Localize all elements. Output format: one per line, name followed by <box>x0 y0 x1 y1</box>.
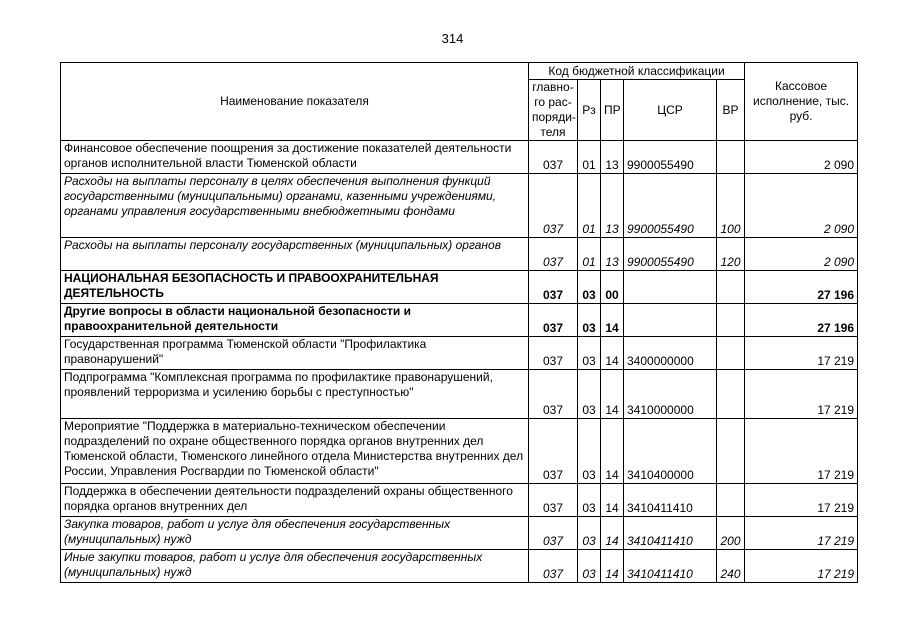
table-row <box>61 550 858 583</box>
table-row <box>61 174 858 238</box>
cell-csr: 9900055490 <box>624 141 717 174</box>
cell-rz: 01 <box>578 238 601 271</box>
cell-amount: 17 219 <box>745 337 858 370</box>
cell-pr: 13 <box>601 141 624 174</box>
header-rz: Рз <box>578 80 601 141</box>
cell-rz: 01 <box>578 174 601 238</box>
cell-amount: 17 219 <box>745 484 858 517</box>
cell-pr: 14 <box>601 550 624 583</box>
cell-vr <box>717 141 745 174</box>
cell-name: Расходы на выплаты персоналу государственных (муниципальных) органов <box>61 238 529 271</box>
header-glavny: главно-го рас-поряди-теля <box>529 80 578 141</box>
cell-pr: 14 <box>601 337 624 370</box>
cell-glavny: 037 <box>529 517 578 550</box>
cell-vr: 240 <box>717 550 745 583</box>
cell-vr <box>717 271 745 304</box>
cell-glavny: 037 <box>529 271 578 304</box>
cell-vr <box>717 484 745 517</box>
page-number: 314 <box>441 31 464 46</box>
header-pr: ПР <box>601 80 624 141</box>
cell-rz: 01 <box>578 141 601 174</box>
cell-vr: 100 <box>717 174 745 238</box>
cell-pr: 14 <box>601 517 624 550</box>
cell-amount: 17 219 <box>745 419 858 484</box>
cell-csr: 3410411410 <box>624 517 717 550</box>
cell-name: Поддержка в обеспечении деятельности подразделений охраны общественного порядка органов внутренних дел <box>61 484 529 517</box>
cell-name: Иные закупки товаров, работ и услуг для обеспечения государственных (муниципальных) нужд <box>61 550 529 583</box>
cell-glavny: 037 <box>529 550 578 583</box>
cell-rz: 03 <box>578 517 601 550</box>
cell-rz: 03 <box>578 271 601 304</box>
table-row <box>61 517 858 550</box>
cell-glavny: 037 <box>529 238 578 271</box>
cell-name: Закупка товаров, работ и услуг для обеспечения государственных (муниципальных) нужд <box>61 517 529 550</box>
cell-glavny: 037 <box>529 484 578 517</box>
cell-rz: 03 <box>578 550 601 583</box>
cell-name: Другие вопросы в области национальной безопасности и правоохранительной деятельности <box>61 304 529 337</box>
cell-glavny: 037 <box>529 141 578 174</box>
cell-vr: 120 <box>717 238 745 271</box>
table-body <box>61 141 858 583</box>
cell-pr: 14 <box>601 370 624 419</box>
cell-glavny: 037 <box>529 419 578 484</box>
cell-rz: 03 <box>578 304 601 337</box>
table-row <box>61 484 858 517</box>
cell-name: Государственная программа Тюменской области "Профилактика правонарушений" <box>61 337 529 370</box>
cell-glavny: 037 <box>529 337 578 370</box>
cell-amount: 17 219 <box>745 517 858 550</box>
header-code-group: Код бюджетной классификации <box>529 63 745 80</box>
cell-rz: 03 <box>578 337 601 370</box>
cell-amount: 17 219 <box>745 370 858 419</box>
cell-amount: 27 196 <box>745 304 858 337</box>
header-amount: Кассовое исполнение, тыс. руб. <box>745 63 858 141</box>
cell-vr <box>717 419 745 484</box>
table-header <box>61 63 858 141</box>
cell-amount: 2 090 <box>745 141 858 174</box>
cell-pr: 14 <box>601 304 624 337</box>
table-row <box>61 271 858 304</box>
cell-amount: 17 219 <box>745 550 858 583</box>
cell-glavny: 037 <box>529 304 578 337</box>
cell-csr: 3410411410 <box>624 484 717 517</box>
cell-amount: 2 090 <box>745 238 858 271</box>
cell-vr: 200 <box>717 517 745 550</box>
cell-csr: 3400000000 <box>624 337 717 370</box>
cell-pr: 14 <box>601 419 624 484</box>
table-row <box>61 141 858 174</box>
header-vr: ВР <box>717 80 745 141</box>
table-row <box>61 370 858 419</box>
cell-rz: 03 <box>578 419 601 484</box>
cell-glavny: 037 <box>529 174 578 238</box>
cell-rz: 03 <box>578 370 601 419</box>
cell-csr: 9900055490 <box>624 238 717 271</box>
header-csr: ЦСР <box>624 80 717 141</box>
cell-pr: 14 <box>601 484 624 517</box>
cell-vr <box>717 337 745 370</box>
cell-csr: 3410400000 <box>624 419 717 484</box>
table-row <box>61 337 858 370</box>
cell-csr <box>624 304 717 337</box>
table-row <box>61 304 858 337</box>
cell-pr: 13 <box>601 174 624 238</box>
cell-name: НАЦИОНАЛЬНАЯ БЕЗОПАСНОСТЬ И ПРАВООХРАНИТЕЛЬНАЯ ДЕЯТЕЛЬНОСТЬ <box>61 271 529 304</box>
table-row <box>61 419 858 484</box>
cell-csr: 9900055490 <box>624 174 717 238</box>
cell-csr: 3410411410 <box>624 550 717 583</box>
cell-vr <box>717 304 745 337</box>
cell-pr: 00 <box>601 271 624 304</box>
cell-csr: 3410000000 <box>624 370 717 419</box>
cell-name: Мероприятие "Поддержка в материально-техническом обеспечении подразделений по охране общественного порядка органов внутренних дел Тюменской области, Тюменского линейного отдела Министерства внутренних дел России, Управления Росгвардии по Тюменской области" <box>61 419 529 484</box>
cell-name: Расходы на выплаты персоналу в целях обеспечения выполнения функций государственными (муниципальными) органами, казенными учреждениями, органами управления государственными внебюджетными фондами <box>61 174 529 238</box>
cell-name: Финансовое обеспечение поощрения за достижение показателей деятельности органов исполнительной власти Тюменской области <box>61 141 529 174</box>
cell-rz: 03 <box>578 484 601 517</box>
cell-csr <box>624 271 717 304</box>
budget-table <box>60 62 858 583</box>
header-name: Наименование показателя <box>61 63 529 141</box>
cell-amount: 27 196 <box>745 271 858 304</box>
cell-vr <box>717 370 745 419</box>
cell-glavny: 037 <box>529 370 578 419</box>
cell-name: Подпрограмма "Комплексная программа по профилактике правонарушений, проявлений терроризма и усилению борьбы с преступностью" <box>61 370 529 419</box>
cell-amount: 2 090 <box>745 174 858 238</box>
cell-pr: 13 <box>601 238 624 271</box>
table-row <box>61 238 858 271</box>
